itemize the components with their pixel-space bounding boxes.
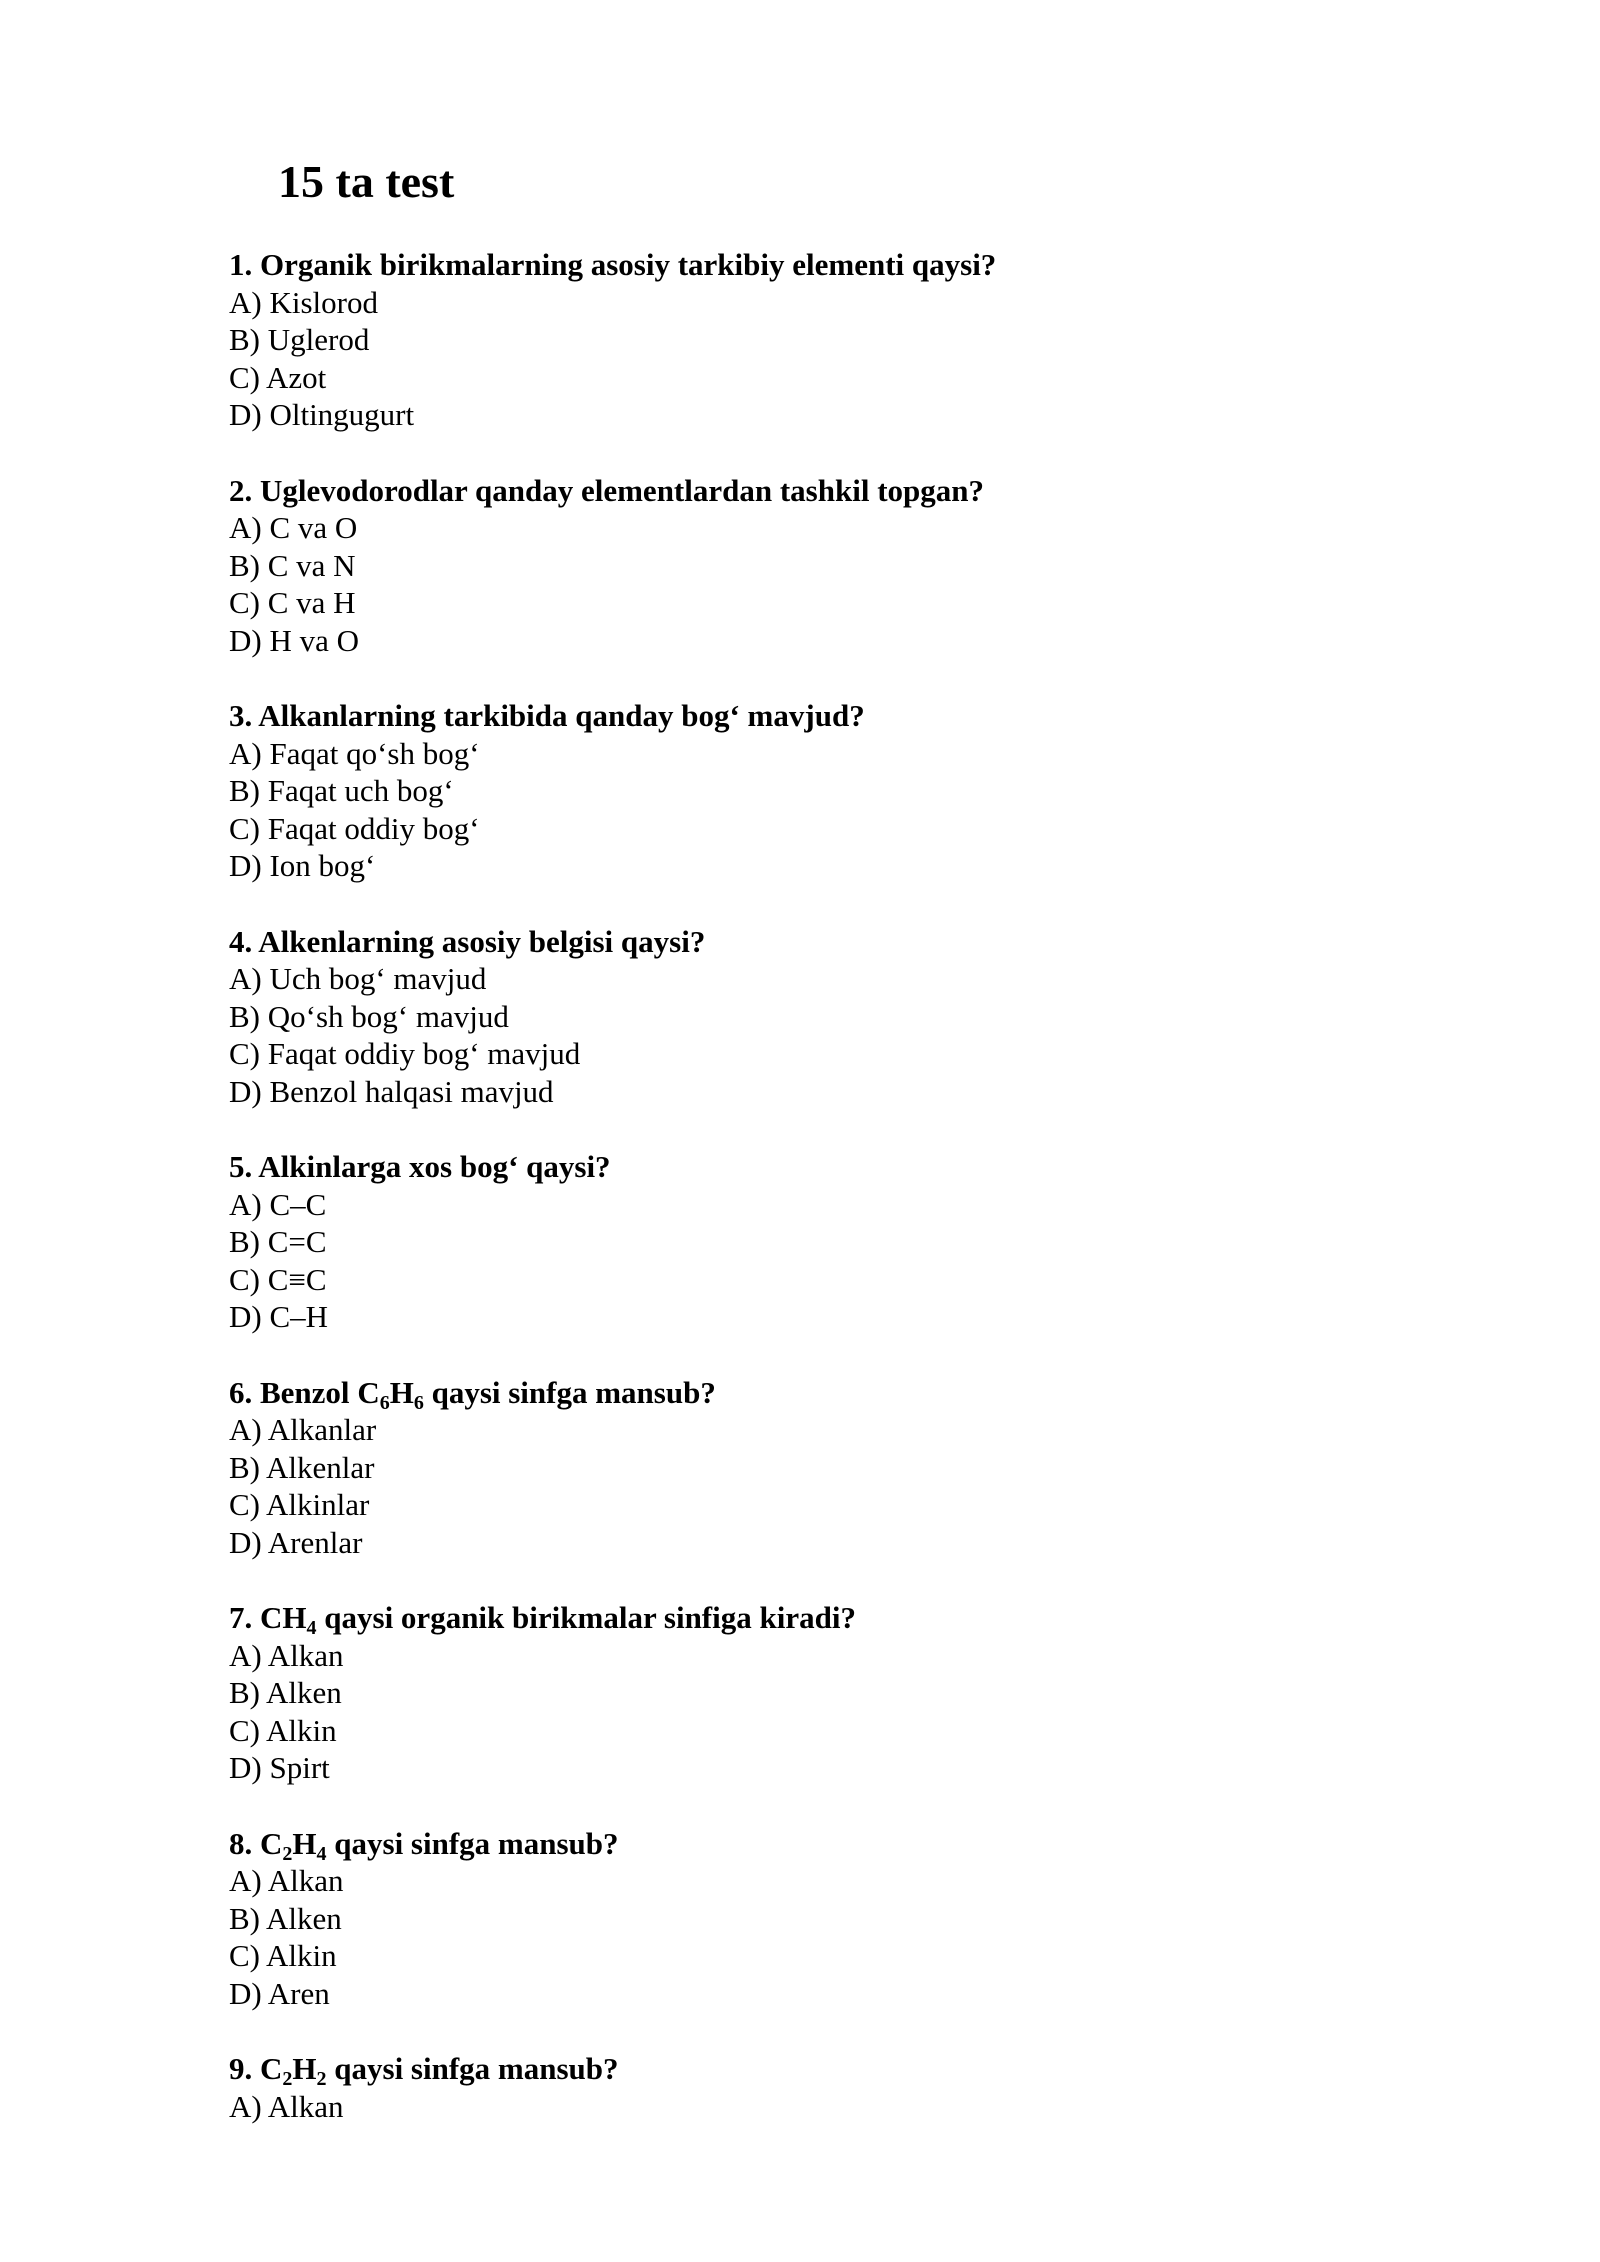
formula-subscript: 4: [316, 1842, 327, 1865]
question-prompt: Alkinlarga xos bog‘ qaysi?: [258, 1149, 611, 1184]
question-block: [229, 472, 1429, 660]
question-block: [229, 1148, 1429, 1336]
question-text: [229, 1825, 1429, 1863]
question-text: [229, 1599, 1429, 1637]
answer-option: B) Alken: [229, 1675, 342, 1710]
answer-option: D) Oltingugurt: [229, 397, 415, 432]
answer-option: B) Uglerod: [229, 322, 370, 357]
answer-option: D) Ion bog‘: [229, 848, 376, 883]
question-text: [229, 697, 1429, 735]
answer-option: D) C–H: [229, 1299, 329, 1334]
question-text: [229, 923, 1429, 961]
answer-option: C) C va H: [229, 585, 356, 620]
answer-option: C) Faqat oddiy bog‘: [229, 810, 480, 846]
formula-subscript: 6: [413, 1391, 424, 1414]
formula-subscript: 6: [379, 1391, 390, 1414]
answer-option: B) Alken: [229, 1900, 342, 1936]
question-prompt-after: qaysi sinfga mansub?: [334, 1825, 619, 1861]
chemical-formula: [260, 1600, 317, 1639]
question-number: 6.: [229, 1374, 253, 1410]
answer-option: C) Azot: [229, 359, 327, 395]
answer-option: D) Arenlar: [229, 1524, 363, 1560]
answer-option: A) Uch bog‘ mavjud: [229, 961, 487, 996]
question-block: [229, 1374, 1429, 1562]
document-title: 15 ta test: [278, 156, 455, 207]
answer-option: C) C≡C: [229, 1261, 327, 1297]
question-prompt: Alkanlarning tarkibida qanday bog‘ mavjud?: [258, 698, 865, 733]
formula-element: H: [389, 1374, 414, 1410]
question-prompt-after: qaysi sinfga mansub?: [431, 1374, 716, 1410]
answer-option: A) Faqat qo‘sh bog‘: [229, 735, 480, 771]
question-number: 9.: [229, 2051, 253, 2086]
answer-option: B) Qo‘sh bog‘ mavjud: [229, 998, 509, 1034]
formula-element: C: [260, 1825, 283, 1861]
question-number: 4.: [229, 923, 253, 959]
answer-option: B) Alkenlar: [229, 1449, 375, 1485]
question-list: [229, 246, 1429, 2163]
formula-subscript: 2: [282, 1842, 293, 1865]
answer-option: B) Faqat uch bog‘: [229, 773, 454, 808]
formula-element: H: [292, 1825, 317, 1861]
chemical-formula: [357, 1374, 424, 1414]
question-text: [229, 472, 1429, 510]
question-block: [229, 923, 1429, 1111]
answer-option: A) Alkan: [229, 1637, 344, 1673]
answer-option: B) C=C: [229, 1224, 327, 1259]
question-number: 3.: [229, 698, 253, 733]
question-text: [229, 1148, 1429, 1186]
chemical-formula: [260, 2051, 327, 2090]
answer-option: D) Benzol halqasi mavjud: [229, 1073, 554, 1109]
formula-element: C: [260, 1600, 283, 1635]
formula-element: C: [357, 1374, 380, 1410]
formula-element: H: [282, 1600, 307, 1635]
question-prompt: Uglevodorodlar qanday elementlardan tashkil topgan?: [260, 472, 985, 508]
question-number: 7.: [229, 1600, 253, 1635]
question-block: [229, 2050, 1429, 2125]
answer-option: C) Faqat oddiy bog‘ mavjud: [229, 1036, 581, 1071]
question-number: 2.: [229, 472, 253, 508]
answer-option: A) C va O: [229, 510, 358, 545]
formula-subscript: 2: [282, 2068, 293, 2090]
formula-element: C: [260, 2051, 283, 2086]
answer-option: D) Aren: [229, 1975, 330, 2011]
answer-option: A) Alkan: [229, 1863, 344, 1898]
answer-option: A) Kislorod: [229, 284, 378, 320]
formula-element: H: [292, 2051, 317, 2086]
answer-option: C) Alkin: [229, 1712, 337, 1748]
chemical-formula: [260, 1825, 327, 1865]
question-prompt: Organik birikmalarning asosiy tarkibiy elementi qaysi?: [260, 247, 997, 282]
answer-option: C) Alkinlar: [229, 1487, 370, 1522]
question-number: 8.: [229, 1825, 253, 1861]
question-prompt-after: qaysi sinfga mansub?: [334, 2051, 619, 2086]
answer-option: B) C va N: [229, 547, 356, 583]
question-prompt-after: qaysi organik birikmalar sinfiga kiradi?: [324, 1600, 856, 1635]
answer-option: D) Spirt: [229, 1750, 330, 1785]
formula-subscript: 4: [306, 1617, 317, 1639]
question-block: [229, 697, 1429, 885]
question-prompt: Alkenlarning asosiy belgisi qaysi?: [258, 923, 706, 959]
answer-option: A) C–C: [229, 1186, 327, 1222]
question-text: [229, 1374, 1429, 1412]
question-number: 1.: [229, 247, 253, 282]
answer-option: A) Alkan: [229, 2088, 344, 2124]
question-prompt-before: Benzol: [260, 1374, 350, 1410]
formula-subscript: 2: [316, 2068, 327, 2090]
answer-option: D) H va O: [229, 622, 359, 658]
question-number: 5.: [229, 1149, 253, 1184]
answer-option: A) Alkanlar: [229, 1412, 377, 1447]
question-block: [229, 246, 1429, 434]
question-block: [229, 1599, 1429, 1787]
question-block: [229, 1825, 1429, 2013]
question-text: [229, 246, 1429, 284]
question-text: [229, 2050, 1429, 2088]
answer-option: C) Alkin: [229, 1938, 337, 1973]
